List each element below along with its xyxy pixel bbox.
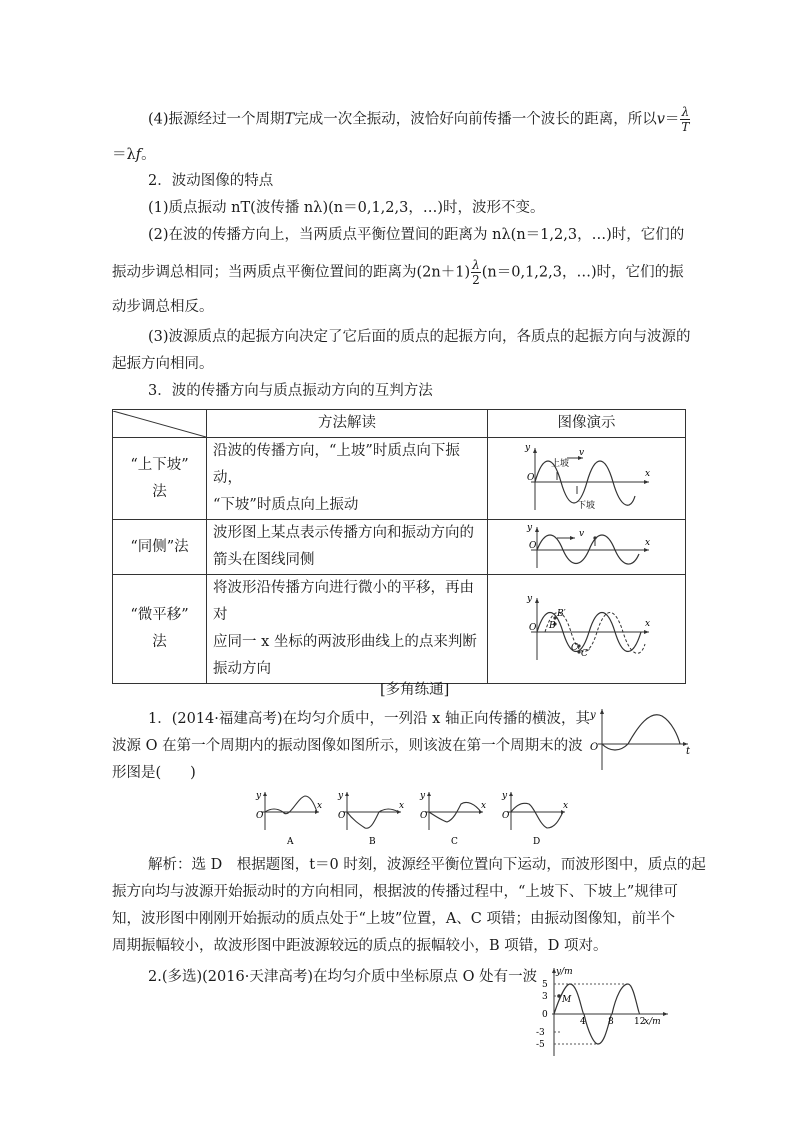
svg-text:C′: C′ (580, 649, 590, 659)
method-name: “上下坡” 法 (113, 438, 207, 520)
section-2-item1: (1)质点振动 nT(波传播 nλ)(n＝0,1,2,3，…)时，波形不变。 (148, 200, 545, 216)
svg-text:y: y (526, 594, 532, 604)
svg-text:C: C (570, 643, 578, 653)
section-2-item2-line1: (2)在波的传播方向上，当两质点平衡位置间的距离为 nλ(n＝1,2,3，…)时，它们的 (148, 227, 685, 243)
fraction-lambda-over-T: $\frac{\lambda}{T}$ (681, 105, 690, 134)
svg-text:B′: B′ (556, 609, 566, 619)
method-description: 波形图上某点表示传播方向和振动方向的 箭头在图线同侧 (207, 520, 488, 575)
svg-text:y: y (590, 710, 596, 721)
same-side-method-figure (517, 524, 657, 570)
svg-text:D: D (533, 837, 541, 846)
option-a-figure (255, 791, 322, 846)
svg-text:B: B (548, 621, 556, 631)
svg-text:y: y (338, 791, 344, 801)
svg-text:O: O (528, 541, 536, 551)
svg-text:x: x (644, 468, 650, 479)
table-header-method: 方法解读 (207, 410, 488, 438)
method-description: 沿波的传播方向，“上坡”时质点向下振动， “下坡”时质点向上振动 (207, 438, 488, 520)
slope-method-figure (517, 444, 657, 514)
svg-text:0: 0 (542, 1010, 548, 1020)
svg-text:O: O (256, 811, 264, 821)
section-2-item3-line2: 起振方向相同。 (112, 356, 214, 372)
diagonal-line (113, 411, 206, 437)
svg-text:y: y (256, 791, 262, 801)
svg-text:x: x (563, 801, 569, 811)
analysis-line3: 知，波形图中刚刚开始振动的质点处于“上坡”位置，A、C 项错；由振动图像知，前半个 (112, 911, 675, 927)
svg-text:-5: -5 (536, 1040, 545, 1050)
option-d-figure (501, 791, 568, 846)
section-2-title: 2．波动图像的特点 (148, 173, 274, 189)
methods-table (112, 409, 686, 684)
svg-text:O: O (590, 742, 599, 753)
svg-text:y: y (502, 791, 508, 801)
question-1-line2: 波源 O 在第一个周期内的振动图像如图所示，则该波在第一个周期末的波 (112, 738, 583, 754)
analysis-line2: 振方向均与波源开始振动时的方向相同，根据波的传播过程中，“上坡下、下坡上”规律可 (112, 884, 678, 900)
option-c-figure (419, 791, 486, 846)
svg-text:3: 3 (542, 992, 548, 1002)
section-2-item2-line2: 振动步调总相同；当两质点平衡位置间的距离为(2n＋1) $\frac{\lambda}{2}$ (n＝0,1,2,3，…)时，它们的振 (112, 258, 684, 287)
micro-shift-method-figure (517, 594, 657, 664)
fraction-lambda-over-2: $\frac{\lambda}{2}$ (472, 258, 480, 287)
svg-text:x/m: x/m (644, 1017, 661, 1027)
svg-text:v: v (578, 447, 584, 458)
method-figure-cell (488, 520, 686, 575)
svg-text:4: 4 (580, 1017, 586, 1027)
practice-heading: [多角练通] (380, 682, 450, 698)
svg-text:O: O (420, 811, 428, 821)
table-header-row (113, 410, 686, 438)
method-name: “同侧”法 (113, 520, 207, 575)
method-figure-cell (488, 438, 686, 520)
section-2-item2-line3: 动步调总相反。 (112, 299, 214, 315)
question-2-wave-figure (528, 966, 678, 1058)
question-1-line1: 1．(2014·福建高考)在均匀介质中，一列沿 x 轴正向传播的横波，其 (148, 711, 590, 727)
svg-text:y/m: y/m (556, 967, 573, 977)
svg-text:v: v (578, 529, 584, 539)
table-header-diagonal-cell (113, 410, 207, 438)
svg-text:t: t (686, 746, 691, 757)
svg-text:O: O (502, 811, 510, 821)
question-2-line1: 2.(多选)(2016·天津高考)在均匀介质中坐标原点 O 处有一波 (148, 969, 538, 985)
svg-text:C: C (451, 837, 458, 846)
analysis-line4: 周期振幅较小，故波形图中距波源较远的质点的振幅较小，B 项错，D 项对。 (112, 938, 608, 954)
method-name: “微平移” 法 (113, 575, 207, 684)
svg-text:x: x (399, 801, 405, 811)
svg-text:O: O (338, 811, 346, 821)
svg-text:M: M (562, 995, 572, 1005)
section-2-item3-line1: (3)波源质点的起振方向决定了它后面的质点的起振方向，各质点的起振方向与波源的 (148, 329, 691, 345)
svg-text:下坡: 下坡 (576, 500, 595, 511)
svg-text:-3: -3 (536, 1028, 545, 1038)
svg-text:上坡: 上坡 (550, 458, 569, 469)
svg-text:A: A (287, 837, 294, 846)
para-4-line2: ＝λf。 (112, 147, 156, 163)
option-b-figure (337, 791, 404, 846)
table-row (113, 575, 686, 684)
method-description: 将波形沿传播方向进行微小的平移，再由对 应同一 x 坐标的两波形曲线上的点来判断 振动方向 (207, 575, 488, 684)
section-3-title: 3．波的传播方向与质点振动方向的互判方法 (148, 383, 433, 399)
svg-text:x: x (317, 801, 323, 811)
svg-text:y: y (524, 443, 530, 453)
svg-text:12: 12 (634, 1017, 646, 1027)
svg-text:O: O (528, 623, 536, 633)
method-figure-cell (488, 575, 686, 684)
svg-text:O: O (526, 472, 534, 483)
svg-text:B: B (369, 837, 376, 846)
question-1-options-figures (255, 790, 585, 846)
svg-text:5: 5 (542, 980, 548, 990)
svg-text:x: x (644, 619, 650, 629)
table-row (113, 438, 686, 520)
table-header-figure: 图像演示 (488, 410, 686, 438)
question-1-line3: 形图是( ) (112, 765, 196, 781)
question-1-vibration-figure (588, 706, 692, 772)
svg-text:x: x (481, 801, 487, 811)
svg-text:x: x (644, 538, 650, 548)
svg-text:8: 8 (608, 1017, 614, 1027)
para-4-line1: (4)振源经过一个周期T完成一次全振动，波恰好向前传播一个波长的距离，所以v＝ $\frac{\lambda}{T}$ (148, 105, 690, 134)
svg-text:y: y (526, 524, 532, 533)
svg-text:y: y (420, 791, 426, 801)
analysis-line1: 解析：选 D 根据题图，t＝0 时刻，波源经平衡位置向下运动，而波形图中，质点的起 (148, 857, 706, 873)
table-row (113, 520, 686, 575)
